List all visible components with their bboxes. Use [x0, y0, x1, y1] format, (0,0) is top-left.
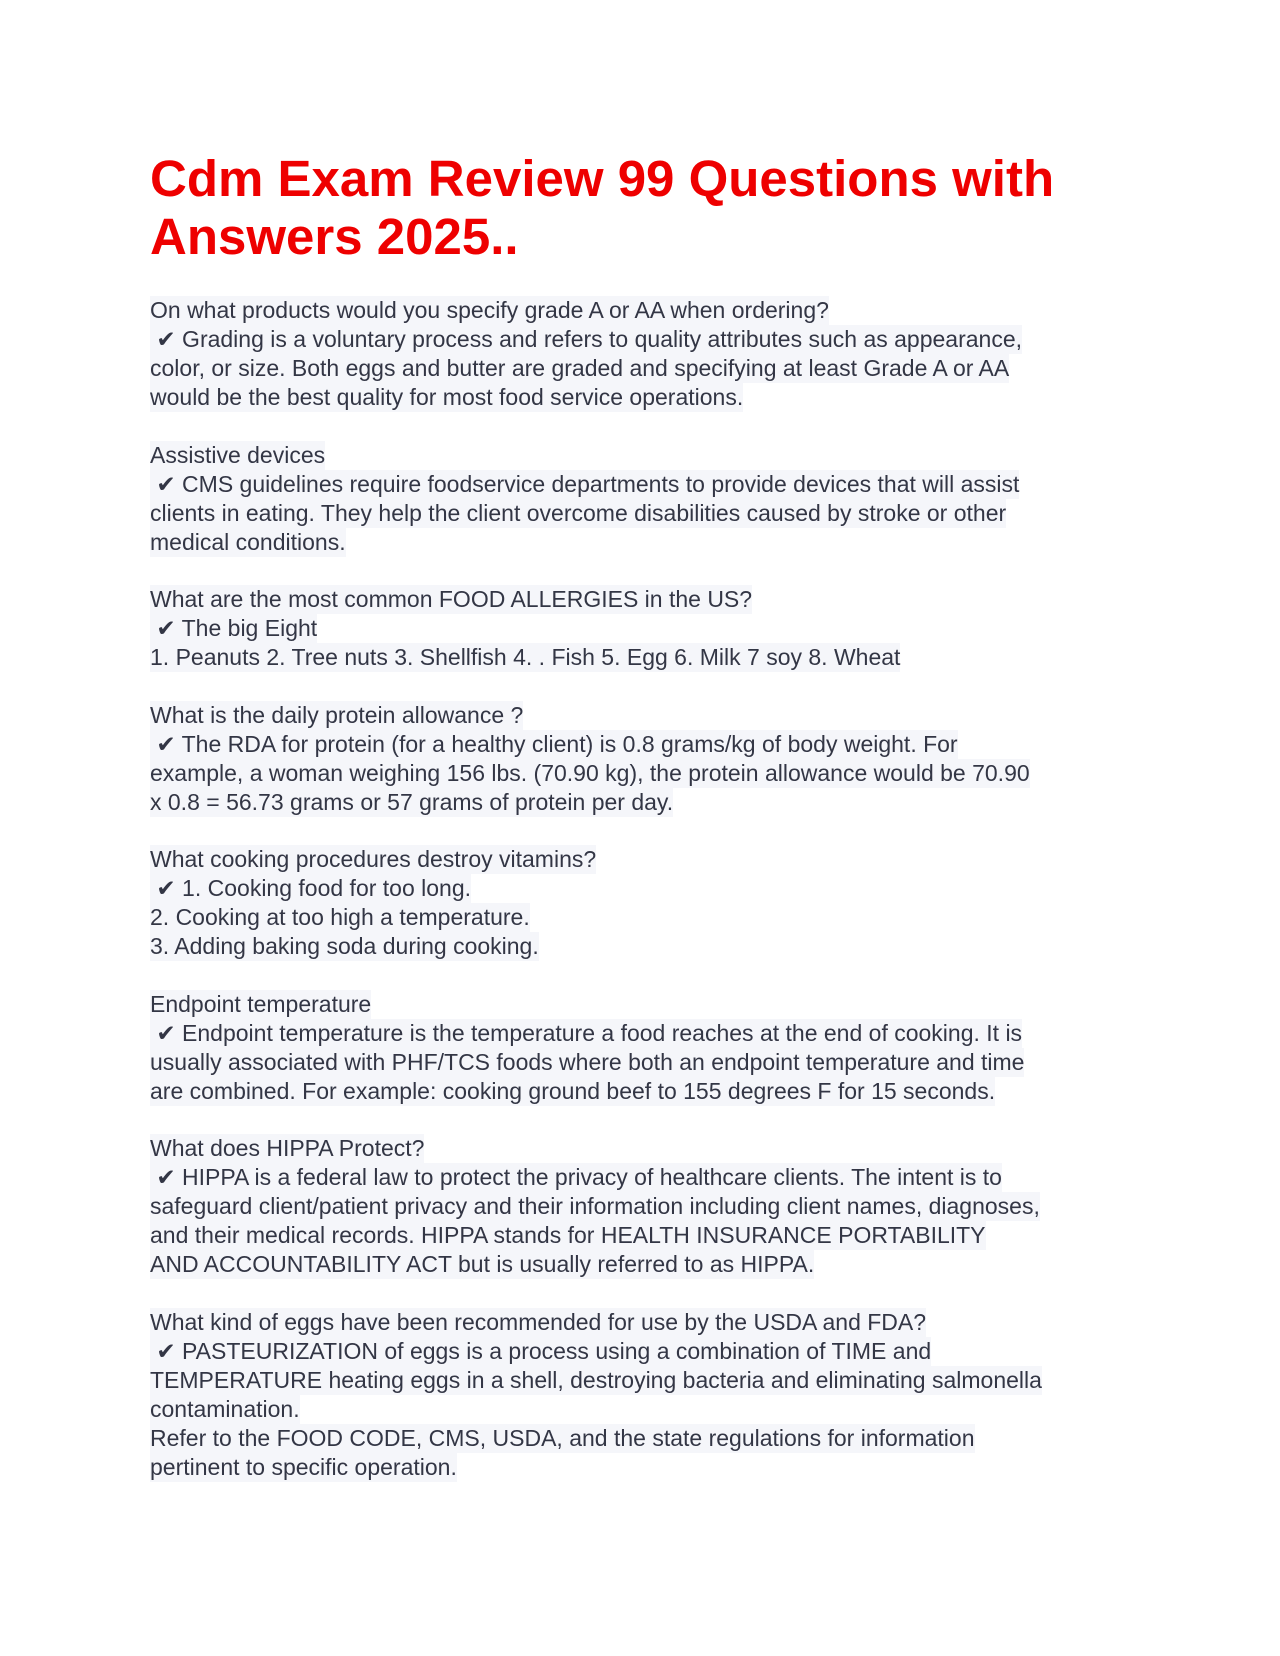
answer-line: 3. Adding baking soda during cooking. — [150, 933, 539, 959]
question: Endpoint temperature — [150, 990, 372, 1017]
answer-line: ✔ 1. Cooking food for too long. — [150, 875, 472, 901]
question: What kind of eggs have been recommended for use by the USDA and FDA? — [150, 1308, 927, 1335]
question: On what products would you specify grade A or AA when ordering? — [150, 297, 829, 323]
answer-line: ✔ Endpoint temperature is the temperature a food reaches at the end of cooking. It is — [150, 1019, 1023, 1046]
answer-line: would be the best quality for most food service operations. — [150, 384, 744, 410]
answer-line: ✔ The big Eight — [150, 615, 318, 641]
qa-item — [150, 441, 1140, 557]
answer-line: color, or size. Both eggs and butter are graded and specifying at least Grade A or AA — [150, 355, 1010, 381]
answer-line: TEMPERATURE heating eggs in a shell, destroying bacteria and eliminating salmonella — [150, 1366, 1042, 1393]
answer-line: 1. Peanuts 2. Tree nuts 3. Shellfish 4. . Fish 5. Egg 6. Milk 7 soy 8. Wheat — [150, 644, 901, 670]
answer-line: medical conditions. — [150, 528, 346, 555]
qa-item — [150, 585, 1140, 672]
answer-line: ✔ Grading is a voluntary process and refers to quality attributes such as appearance, — [150, 326, 1023, 352]
qa-item — [150, 990, 1140, 1106]
question: What is the daily protein allowance ? — [150, 701, 524, 728]
answer-line: Refer to the FOOD CODE, CMS, USDA, and the state regulations for information — [150, 1424, 975, 1451]
answer-line: ✔ CMS guidelines require foodservice departments to provide devices that will assist — [150, 470, 1020, 497]
answer-line: usually associated with PHF/TCS foods where both an endpoint temperature and time — [150, 1048, 1025, 1075]
document-title — [150, 150, 1140, 266]
answer-line: and their medical records. HIPPA stands for HEALTH INSURANCE PORTABILITY — [150, 1222, 986, 1248]
qa-item — [150, 296, 1140, 412]
answer-line: AND ACCOUNTABILITY ACT but is usually referred to as HIPPA. — [150, 1251, 815, 1277]
answer-line: ✔ HIPPA is a federal law to protect the privacy of healthcare clients. The intent is to — [150, 1164, 1002, 1190]
question: What cooking procedures destroy vitamins? — [150, 846, 597, 872]
answer-line: clients in eating. They help the client overcome disabilities caused by stroke or other — [150, 499, 1007, 526]
qa-list — [150, 296, 1140, 1482]
answer-line: pertinent to specific operation. — [150, 1453, 457, 1480]
answer-line: ✔ PASTEURIZATION of eggs is a process using a combination of TIME and — [150, 1337, 932, 1364]
question: Assistive devices — [150, 441, 326, 468]
answer-line: x 0.8 = 56.73 grams or 57 grams of protein per day. — [150, 788, 674, 815]
title-line: Answers 2025.. — [150, 208, 519, 265]
qa-item — [150, 1308, 1140, 1482]
answer-line: contamination. — [150, 1395, 300, 1422]
answer-line: ✔ The RDA for protein (for a healthy client) is 0.8 grams/kg of body weight. For — [150, 730, 958, 757]
answer-line: example, a woman weighing 156 lbs. (70.90 kg), the protein allowance would be 70.90 — [150, 759, 1030, 786]
qa-item — [150, 701, 1140, 817]
document-page — [150, 150, 1140, 1510]
title-line: Cdm Exam Review 99 Questions with — [150, 150, 1055, 207]
qa-item — [150, 845, 1140, 961]
answer-line: safeguard client/patient privacy and their information including client names, diagnoses, — [150, 1193, 1040, 1219]
question: What does HIPPA Protect? — [150, 1135, 425, 1161]
question: What are the most common FOOD ALLERGIES in the US? — [150, 586, 753, 612]
qa-item — [150, 1134, 1140, 1279]
answer-line: are combined. For example: cooking ground beef to 155 degrees F for 15 seconds. — [150, 1077, 996, 1104]
answer-line: 2. Cooking at too high a temperature. — [150, 904, 530, 930]
